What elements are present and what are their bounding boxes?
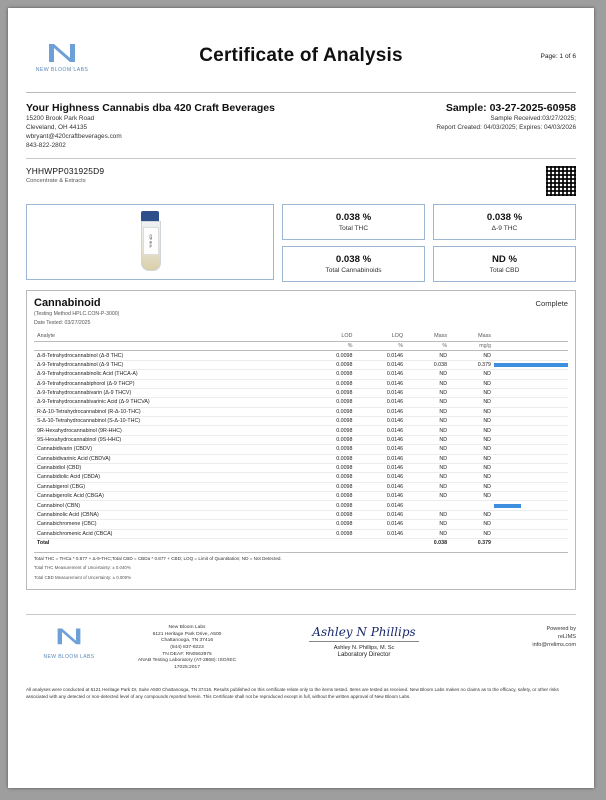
batch-block bbox=[26, 166, 576, 196]
cell-loq: 0.0146 bbox=[355, 435, 406, 444]
cell-mass-mg: ND bbox=[450, 370, 494, 379]
cell-analyte: Cannabichromenic Acid (CBCA) bbox=[34, 529, 305, 538]
tile-row-top bbox=[282, 204, 576, 240]
tile-label: Δ-9 THC bbox=[491, 225, 518, 232]
cell-mass-mg: ND bbox=[450, 482, 494, 491]
cell-mass-mg: ND bbox=[450, 473, 494, 482]
qr-code-icon[interactable] bbox=[546, 166, 576, 196]
cell-bar bbox=[494, 492, 568, 501]
page-title: Certificate of Analysis bbox=[199, 45, 403, 66]
cell-analyte: Cannabichromene (CBC) bbox=[34, 520, 305, 529]
client-address-2: Cleveland, OH 44135 bbox=[26, 124, 88, 131]
lab-address-line: 17025:2017 bbox=[174, 664, 200, 670]
unit-lod: % bbox=[305, 342, 356, 351]
cell-bar bbox=[494, 435, 568, 444]
report-created: Report Created: 04/03/2025; Expires: 04/03/2026 bbox=[436, 124, 576, 131]
client-email: wbryant@420craftbeverages.com bbox=[26, 133, 122, 140]
cell-lod: 0.0098 bbox=[305, 370, 356, 379]
cell-mass-pct: ND bbox=[406, 473, 450, 482]
panel-header bbox=[34, 297, 568, 309]
cell-mass-mg: ND bbox=[450, 351, 494, 360]
client-block bbox=[26, 102, 576, 150]
cell-mass-mg: 0.379 bbox=[450, 360, 494, 369]
col-mass-mg: Mass bbox=[450, 333, 494, 342]
cell-mass-pct: ND bbox=[406, 426, 450, 435]
tile-value: ND % bbox=[491, 254, 518, 265]
page-header bbox=[26, 8, 576, 86]
cell-analyte: Δ-9-Tetrahydrocannabiphorol (Δ-9 THCP) bbox=[34, 379, 305, 388]
cell-bar bbox=[494, 407, 568, 416]
vial-graphic bbox=[139, 211, 161, 273]
cell-lod: 0.0098 bbox=[305, 407, 356, 416]
sample-photo bbox=[26, 204, 274, 280]
table-row bbox=[34, 510, 568, 519]
cell-total-label: Total bbox=[34, 538, 305, 547]
table-row bbox=[34, 370, 568, 379]
lab-address-line: TN DEA#: RN0563975 bbox=[162, 651, 212, 657]
vial-label bbox=[143, 227, 159, 255]
cell-mass-pct: ND bbox=[406, 529, 450, 538]
lab-address-line: 6121 Heritage Park Drive, A500 bbox=[152, 631, 222, 637]
summary-section bbox=[26, 204, 576, 282]
unit-bar bbox=[494, 342, 568, 351]
cell-analyte: Δ-9-Tetrahydrocannabivarinic Acid (Δ-9 THCVA) bbox=[34, 398, 305, 407]
client-name: Your Highness Cannabis dba 420 Craft Beverages bbox=[26, 102, 275, 114]
table-row bbox=[34, 454, 568, 463]
cell-loq: 0.0146 bbox=[355, 482, 406, 491]
tile-total-cannabinoids bbox=[282, 246, 425, 282]
panel-title: Cannabinoid bbox=[34, 297, 101, 309]
signature-image: Ashley N Phillips bbox=[312, 625, 416, 640]
cell-loq: 0.0146 bbox=[355, 407, 406, 416]
cell-bar bbox=[494, 454, 568, 463]
cell-total-mass-mg: 0.379 bbox=[450, 538, 494, 547]
col-mass-pct: Mass bbox=[406, 333, 450, 342]
cell-loq: 0.0146 bbox=[355, 510, 406, 519]
tile-label: Total Cannabinoids bbox=[325, 267, 382, 274]
sample-received: Sample Received:03/27/2025; bbox=[490, 115, 576, 122]
powered-by-label: Powered by bbox=[546, 626, 576, 633]
cell-mass-mg: ND bbox=[450, 398, 494, 407]
client-divider bbox=[26, 158, 576, 159]
cell-analyte: Δ-9-Tetrahydrocannabivarin (Δ-9 THCV) bbox=[34, 388, 305, 397]
cell-mass-pct: ND bbox=[406, 454, 450, 463]
cell-mass-mg: ND bbox=[450, 435, 494, 444]
table-header-row bbox=[34, 333, 568, 342]
unit-mass-pct: % bbox=[406, 342, 450, 351]
value-bar bbox=[494, 504, 521, 508]
table-row bbox=[34, 426, 568, 435]
cell-mass-mg bbox=[450, 501, 494, 510]
cell-mass-pct: ND bbox=[406, 435, 450, 444]
cell-bar bbox=[494, 520, 568, 529]
cell-mass-pct: ND bbox=[406, 388, 450, 397]
table-row bbox=[34, 435, 568, 444]
cell-analyte: Cannabidivarin (CBDV) bbox=[34, 445, 305, 454]
table-row bbox=[34, 445, 568, 454]
table-row bbox=[34, 417, 568, 426]
lab-address-line: (844) 837-8223 bbox=[170, 645, 204, 651]
cell-loq: 0.0146 bbox=[355, 463, 406, 472]
cell-total-loq bbox=[355, 538, 406, 547]
tile-value: 0.038 % bbox=[335, 254, 372, 265]
col-lod: LOD bbox=[305, 333, 356, 342]
client-info bbox=[26, 102, 275, 150]
cell-mass-pct: ND bbox=[406, 445, 450, 454]
cell-mass-mg: ND bbox=[450, 445, 494, 454]
lab-address-line: Chattanooga, TN 37416 bbox=[160, 638, 214, 644]
table-row bbox=[34, 351, 568, 360]
client-phone: 843-822-2802 bbox=[26, 142, 66, 149]
cell-bar bbox=[494, 501, 568, 510]
cell-mass-mg: ND bbox=[450, 379, 494, 388]
cell-mass-pct: ND bbox=[406, 398, 450, 407]
batch-id: YHHWPP031925D9 bbox=[26, 166, 105, 176]
logo-mark-icon bbox=[54, 625, 84, 646]
table-total-row bbox=[34, 538, 568, 547]
logo-text: NEW BLOOM LABS bbox=[35, 66, 89, 73]
tile-value: 0.038 % bbox=[335, 212, 372, 223]
cell-lod: 0.0098 bbox=[305, 388, 356, 397]
table-body bbox=[34, 342, 568, 548]
cell-loq: 0.0146 bbox=[355, 388, 406, 397]
cell-analyte: Cannabidiolic Acid (CBDA) bbox=[34, 473, 305, 482]
unit-loq: % bbox=[355, 342, 406, 351]
cell-lod: 0.0098 bbox=[305, 473, 356, 482]
result-tiles bbox=[282, 204, 576, 282]
cell-mass-mg: ND bbox=[450, 417, 494, 426]
cell-analyte: Cannabidiol (CBD) bbox=[34, 463, 305, 472]
uncertainty-cbd: Total CBD Measurement of Uncertainty: ± 0.000% bbox=[34, 575, 132, 581]
cell-mass-mg: ND bbox=[450, 454, 494, 463]
sample-info bbox=[436, 102, 576, 150]
footer-logo-text: NEW BLOOM LABS bbox=[43, 654, 95, 661]
product-type: Concentrate & Extracts bbox=[26, 178, 86, 184]
powered-by-block bbox=[466, 625, 576, 649]
cannabinoid-panel bbox=[26, 290, 576, 590]
cell-mass-pct: ND bbox=[406, 492, 450, 501]
cell-analyte: Δ-8-Tetrahydrocannabinol (Δ-8 THC) bbox=[34, 351, 305, 360]
cell-bar bbox=[494, 445, 568, 454]
cell-mass-pct: ND bbox=[406, 463, 450, 472]
cell-analyte: 9R-Hexahydrocannabinol (9R-HHC) bbox=[34, 426, 305, 435]
cell-loq: 0.0146 bbox=[355, 445, 406, 454]
cell-analyte: Cannabidivarinic Acid (CBDVA) bbox=[34, 454, 305, 463]
cell-lod: 0.0098 bbox=[305, 529, 356, 538]
cell-bar bbox=[494, 370, 568, 379]
vial-cap bbox=[141, 211, 159, 221]
table-row bbox=[34, 388, 568, 397]
tile-label: Total THC bbox=[338, 225, 369, 232]
cell-bar bbox=[494, 417, 568, 426]
cell-mass-mg: ND bbox=[450, 520, 494, 529]
col-loq: LOQ bbox=[355, 333, 406, 342]
tile-row-bottom bbox=[282, 246, 576, 282]
table-row bbox=[34, 407, 568, 416]
cell-lod: 0.0098 bbox=[305, 492, 356, 501]
page-number: Page: 1 of 6 bbox=[540, 52, 576, 60]
cell-lod: 0.0098 bbox=[305, 360, 356, 369]
batch-info bbox=[26, 166, 104, 184]
logo-mark-icon bbox=[45, 40, 79, 64]
cell-mass-mg: ND bbox=[450, 492, 494, 501]
cell-analyte: Cannabigerol (CBG) bbox=[34, 482, 305, 491]
cell-mass-mg: ND bbox=[450, 529, 494, 538]
tile-total-cbd bbox=[433, 246, 576, 282]
cell-bar bbox=[494, 473, 568, 482]
col-analyte: Analyte bbox=[34, 333, 305, 342]
sample-id: Sample: 03-27-2025-60958 bbox=[445, 102, 576, 114]
cell-mass-pct: ND bbox=[406, 407, 450, 416]
cell-analyte: Δ-9-Tetrahydrocannabinol (Δ-9 THC) bbox=[34, 360, 305, 369]
cell-analyte: Δ-9-Tetrahydrocannabinolic Acid (THCA-A) bbox=[34, 370, 305, 379]
cell-analyte: 9S-Hexahydrocannabinol (9S-HHC) bbox=[34, 435, 305, 444]
cell-total-bar bbox=[494, 538, 568, 547]
unit-mass-mg: mg/g bbox=[450, 342, 494, 351]
coa-page bbox=[8, 8, 594, 788]
table-equation-note: Total THC = THCa * 0.877 + Δ-9-THC;Total CBD = CBDa * 0.877 + CBD; LOQ = Limit of Quantitation; ND = Not Detected. bbox=[34, 552, 568, 561]
cell-lod: 0.0098 bbox=[305, 454, 356, 463]
cell-loq: 0.0146 bbox=[355, 529, 406, 538]
footer-logo bbox=[26, 625, 112, 660]
cell-mass-pct: ND bbox=[406, 417, 450, 426]
table-row bbox=[34, 463, 568, 472]
cell-lod: 0.0098 bbox=[305, 351, 356, 360]
cell-loq: 0.0146 bbox=[355, 454, 406, 463]
panel-date-tested: Date Tested: 03/27/2025 bbox=[34, 320, 91, 326]
cell-mass-pct: ND bbox=[406, 510, 450, 519]
cell-mass-pct: ND bbox=[406, 379, 450, 388]
client-address-1: 15200 Brook Park Road bbox=[26, 115, 95, 122]
cell-lod: 0.0098 bbox=[305, 463, 356, 472]
cell-loq: 0.0146 bbox=[355, 501, 406, 510]
cell-loq: 0.0146 bbox=[355, 520, 406, 529]
cell-loq: 0.0146 bbox=[355, 379, 406, 388]
cell-bar bbox=[494, 360, 568, 369]
cell-bar bbox=[494, 398, 568, 407]
cell-bar bbox=[494, 426, 568, 435]
table-row bbox=[34, 482, 568, 491]
cell-lod: 0.0098 bbox=[305, 426, 356, 435]
cell-bar bbox=[494, 351, 568, 360]
cell-analyte: S-Δ-10-Tetrahydrocannabinol (S-Δ-10-THC) bbox=[34, 417, 305, 426]
cell-total-lod bbox=[305, 538, 356, 547]
cell-mass-pct: ND bbox=[406, 351, 450, 360]
new-bloom-labs-logo bbox=[26, 40, 98, 73]
cell-bar bbox=[494, 510, 568, 519]
cell-loq: 0.0146 bbox=[355, 370, 406, 379]
panel-method: (Testing Method HPLC.CON-P-3000) bbox=[34, 311, 120, 317]
cell-lod: 0.0098 bbox=[305, 398, 356, 407]
table-row bbox=[34, 398, 568, 407]
cell-mass-mg: ND bbox=[450, 388, 494, 397]
powered-by-brand: reLIMS bbox=[557, 634, 576, 641]
cell-bar bbox=[494, 388, 568, 397]
cell-loq: 0.0146 bbox=[355, 398, 406, 407]
cell-mass-pct bbox=[406, 501, 450, 510]
table-units-row bbox=[34, 342, 568, 351]
cell-mass-mg: ND bbox=[450, 510, 494, 519]
tile-delta9-thc bbox=[433, 204, 576, 240]
tile-label: Total CBD bbox=[489, 267, 520, 274]
cell-mass-pct: ND bbox=[406, 482, 450, 491]
cell-lod: 0.0098 bbox=[305, 510, 356, 519]
cell-lod: 0.0098 bbox=[305, 520, 356, 529]
table-row bbox=[34, 492, 568, 501]
cell-bar bbox=[494, 529, 568, 538]
cell-lod: 0.0098 bbox=[305, 435, 356, 444]
signature-line bbox=[309, 641, 419, 642]
cell-analyte: R-Δ-10-Tetrahydrocannabinol (R-Δ-10-THC) bbox=[34, 407, 305, 416]
cell-loq: 0.0146 bbox=[355, 360, 406, 369]
cell-bar bbox=[494, 482, 568, 491]
cell-loq: 0.0146 bbox=[355, 426, 406, 435]
cell-loq: 0.0146 bbox=[355, 473, 406, 482]
cell-mass-mg: ND bbox=[450, 426, 494, 435]
tile-value: 0.038 % bbox=[486, 212, 523, 223]
cell-mass-mg: ND bbox=[450, 407, 494, 416]
cell-loq: 0.0146 bbox=[355, 417, 406, 426]
cell-lod: 0.0098 bbox=[305, 501, 356, 510]
cell-lod: 0.0098 bbox=[305, 379, 356, 388]
table-row bbox=[34, 529, 568, 538]
cell-lod: 0.0098 bbox=[305, 482, 356, 491]
cell-loq: 0.0146 bbox=[355, 492, 406, 501]
cell-mass-pct: ND bbox=[406, 520, 450, 529]
lab-address-line: New Bloom Labs bbox=[168, 625, 206, 631]
signer-title: Laboratory Director bbox=[337, 651, 391, 659]
cell-mass-pct: 0.038 bbox=[406, 360, 450, 369]
lab-address-block bbox=[112, 625, 262, 671]
table-row bbox=[34, 360, 568, 369]
cell-total-mass-pct: 0.038 bbox=[406, 538, 450, 547]
powered-by-email[interactable]: info@rrelims.com bbox=[532, 642, 576, 649]
cell-lod: 0.0098 bbox=[305, 445, 356, 454]
cell-analyte: Cannabinol (CBN) bbox=[34, 501, 305, 510]
uncertainty-thc: Total THC Measurement of Uncertainty: ± 0.040% bbox=[34, 565, 131, 571]
tile-total-thc bbox=[282, 204, 425, 240]
cell-bar bbox=[494, 463, 568, 472]
cell-lod: 0.0098 bbox=[305, 417, 356, 426]
panel-status-badge: Complete bbox=[535, 299, 568, 308]
signature-block bbox=[262, 625, 466, 658]
disclaimer-text: All analyses were conducted at 6121 Heritage Park Dr, Suite A500 Chattanooga, TN 37416. Results published on this certificate relate only to the items tested. Items are tested as received. New Bloom Labs makes no claims as to the efficacy, safety, or other risks associated with any detected or non-detected level of any compounds reported herein. This Certificate shall not be reproduced except in full, without the written approval of New Bloom Labs. bbox=[26, 687, 559, 699]
table-row bbox=[34, 473, 568, 482]
vial-label-text: YHH 420 bbox=[149, 234, 153, 248]
unit-analyte bbox=[34, 342, 305, 351]
cell-mass-mg: ND bbox=[450, 463, 494, 472]
table-row bbox=[34, 520, 568, 529]
cannabinoid-table bbox=[34, 333, 568, 547]
cell-analyte: Cannabigerolic Acid (CBGA) bbox=[34, 492, 305, 501]
cell-mass-pct: ND bbox=[406, 370, 450, 379]
header-divider bbox=[26, 92, 576, 93]
col-bar bbox=[494, 333, 568, 342]
table-row bbox=[34, 379, 568, 388]
value-bar bbox=[494, 363, 568, 367]
page-footer bbox=[26, 614, 576, 671]
signer-name: Ashley N. Phillips, M. Sc bbox=[333, 645, 395, 652]
cell-analyte: Cannabinolic Acid (CBNA) bbox=[34, 510, 305, 519]
cell-bar bbox=[494, 379, 568, 388]
cell-loq: 0.0146 bbox=[355, 351, 406, 360]
table-row bbox=[34, 501, 568, 510]
lab-address-line: ANAB Testing Laboratory (AT-2868): ISO/IEC bbox=[137, 658, 237, 664]
